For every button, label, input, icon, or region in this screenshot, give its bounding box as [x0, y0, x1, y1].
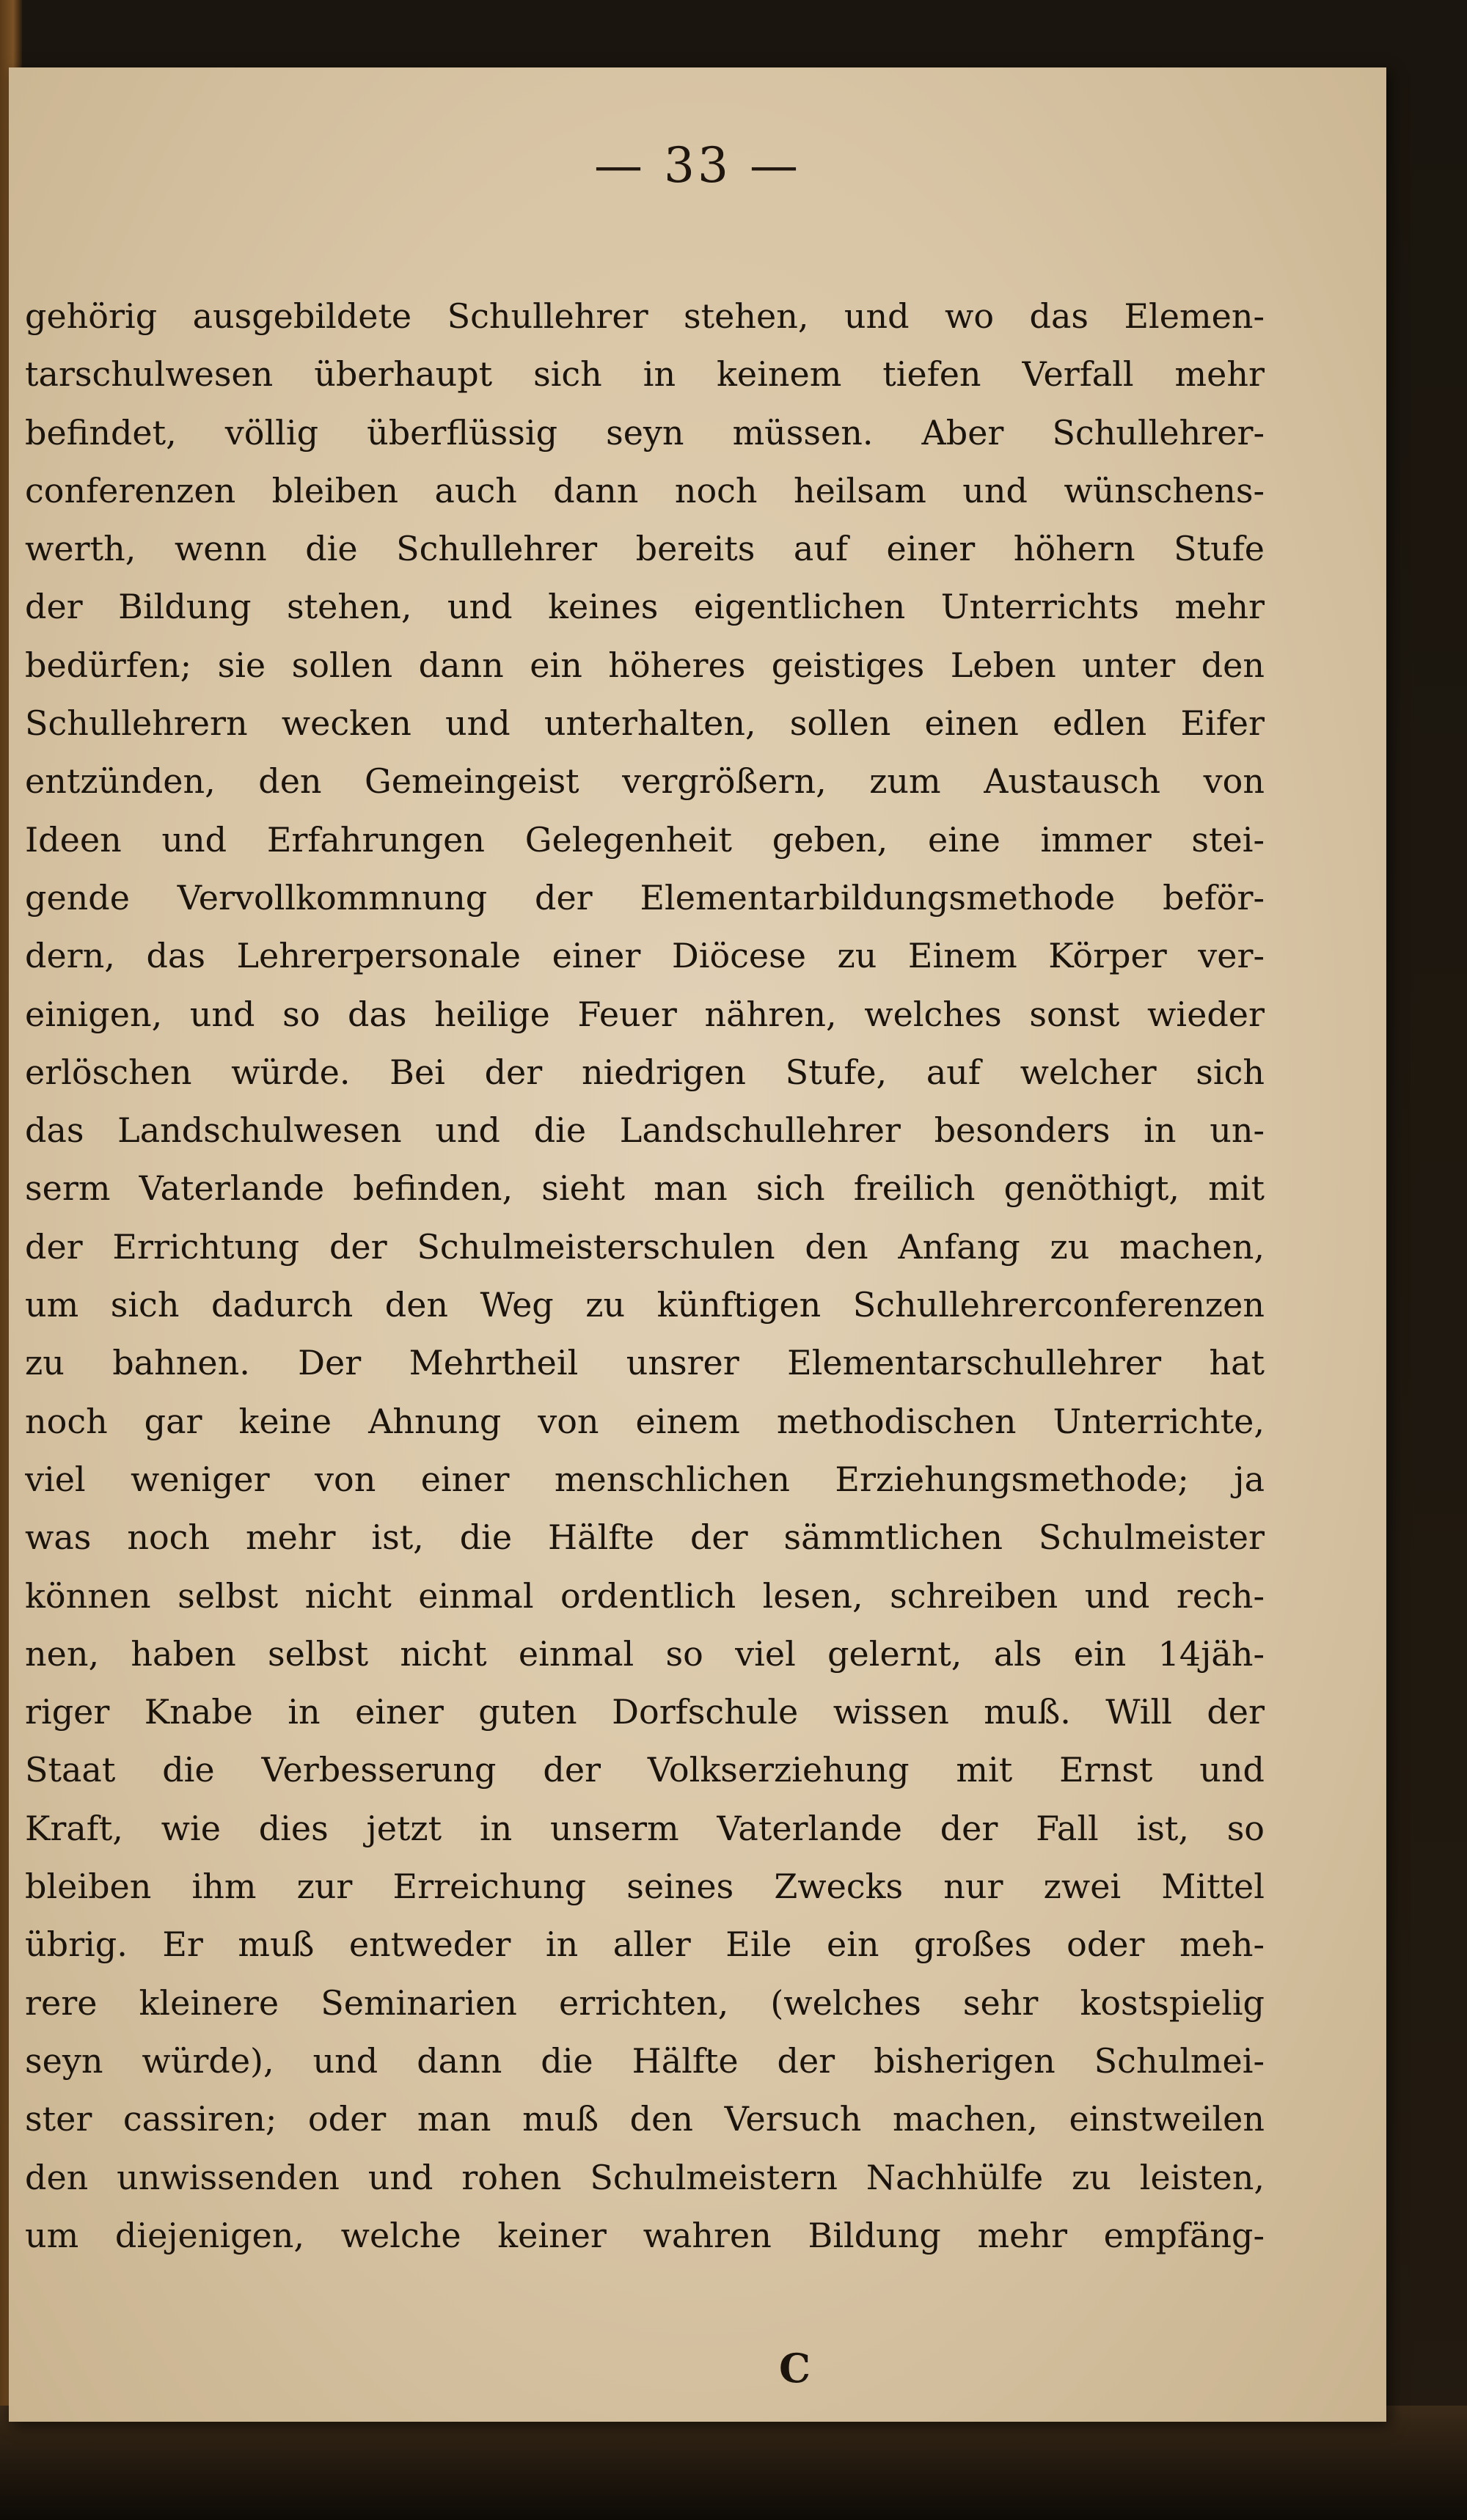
text-line: rere kleinere Seminarien errichten, (welches sehr kostspielig	[25, 1982, 1265, 2023]
page-number: — 33 —	[594, 137, 801, 194]
text-line: bleiben ihm zur Erreichung seines Zwecks nur zwei Mittel	[25, 1867, 1265, 1907]
text-line: bedürfen; sie sollen dann ein höheres geistiges Leben unter den	[25, 645, 1265, 685]
text-line: riger Knabe in einer guten Dorfschule wissen muß. Will der	[25, 1692, 1265, 1732]
text-line: der Errichtung der Schulmeisterschulen den Anfang zu machen,	[25, 1226, 1265, 1267]
text-line: tarschulwesen überhaupt sich in keinem tiefen Verfall mehr	[25, 354, 1265, 395]
text-line: gende Vervollkommnung der Elementarbildungsmethode beför-	[25, 877, 1265, 917]
text-line: um sich dadurch den Weg zu künftigen Schullehrerconferenzen	[25, 1285, 1265, 1325]
text-line: übrig. Er muß entweder in aller Eile ein großes oder meh-	[25, 1924, 1265, 1965]
body-text	[25, 287, 1265, 2265]
text-line: serm Vaterlande befinden, sieht man sich freilich genöthigt, mit	[25, 1168, 1265, 1209]
text-line: Schullehrern wecken und unterhalten, sollen einen edlen Eifer	[25, 703, 1265, 744]
text-line: conferenzen bleiben auch dann noch heilsam und wünschens-	[25, 470, 1265, 510]
text-line: um diejenigen, welche keiner wahren Bildung mehr empfäng-	[25, 2215, 1265, 2255]
text-line: das Landschulwesen und die Landschullehrer besonders in un-	[25, 1110, 1265, 1151]
text-line: der Bildung stehen, und keines eigentlichen Unterrichts mehr	[25, 587, 1265, 627]
text-line: Ideen und Erfahrungen Gelegenheit geben, eine immer stei-	[25, 819, 1265, 860]
text-line: viel weniger von einer menschlichen Erziehungsmethode; ja	[25, 1459, 1265, 1499]
text-line: Staat die Verbesserung der Volkserziehung mit Ernst und	[25, 1750, 1265, 1790]
text-line: noch gar keine Ahnung von einem methodischen Unterrichte,	[25, 1401, 1265, 1441]
text-line: zu bahnen. Der Mehrtheil unsrer Elementarschullehrer hat	[25, 1343, 1265, 1383]
text-line: entzünden, den Gemeingeist vergrößern, zum Austausch von	[25, 761, 1265, 802]
text-line: nen, haben selbst nicht einmal so viel gelernt, als ein 14jäh-	[25, 1633, 1265, 1674]
text-line: erlöschen würde. Bei der niedrigen Stufe, auf welcher sich	[25, 1052, 1265, 1092]
text-line: befindet, völlig überflüssig seyn müssen. Aber Schullehrer-	[25, 412, 1265, 453]
text-line: werth, wenn die Schullehrer bereits auf einer höhern Stufe	[25, 529, 1265, 569]
book-edge	[0, 2406, 1467, 2520]
text-line: gehörig ausgebildete Schullehrer stehen, und wo das Elemen-	[25, 296, 1265, 336]
text-line: können selbst nicht einmal ordentlich lesen, schreiben und rech-	[25, 1575, 1265, 1616]
text-line: einigen, und so das heilige Feuer nähren, welches sonst wieder	[25, 994, 1265, 1034]
signature-mark: C	[779, 2345, 811, 2392]
text-line: den unwissenden und rohen Schulmeistern Nachhülfe zu leisten,	[25, 2157, 1265, 2197]
text-line: was noch mehr ist, die Hälfte der sämmtlichen Schulmeister	[25, 1517, 1265, 1558]
text-line: Kraft, wie dies jetzt in unserm Vaterlande der Fall ist, so	[25, 1808, 1265, 1848]
text-line: dern, das Lehrerpersonale einer Diöcese zu Einem Körper ver-	[25, 936, 1265, 976]
text-line: seyn würde), und dann die Hälfte der bisherigen Schulmei-	[25, 2040, 1265, 2081]
book-page	[9, 67, 1386, 2422]
text-line: ster cassiren; oder man muß den Versuch machen, einstweilen	[25, 2099, 1265, 2139]
